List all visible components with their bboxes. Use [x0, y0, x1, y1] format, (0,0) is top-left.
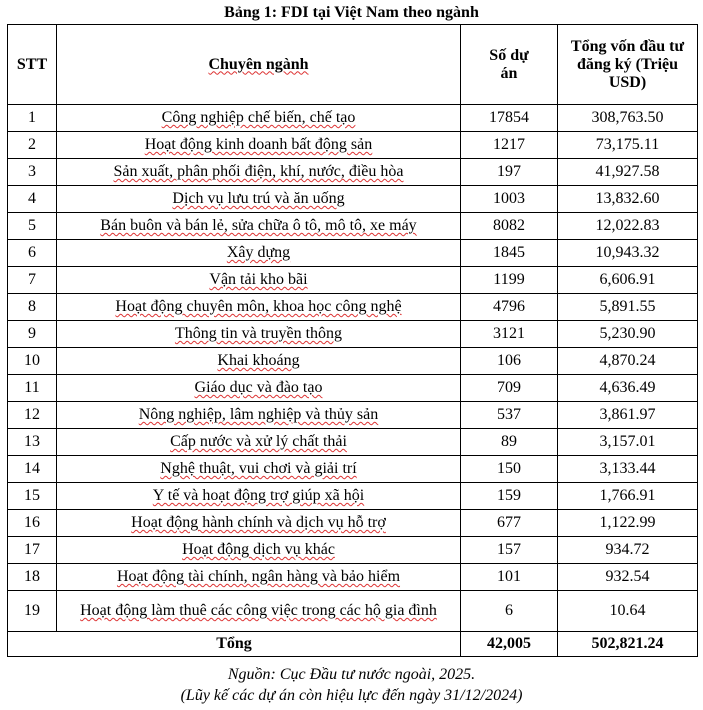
table-row: [8, 510, 698, 537]
source-note: Nguồn: Cục Đầu tư nước ngoài, 2025.: [227, 666, 476, 683]
total-label: Tổng: [8, 632, 461, 657]
row-projects: 157: [461, 537, 558, 564]
row-projects: 8082: [461, 213, 558, 240]
row-capital: 10.64: [558, 591, 698, 632]
header-sector: [57, 25, 461, 105]
table-row: [8, 375, 698, 402]
table-title: Bảng 1: FDI tại Việt Nam theo ngành: [224, 4, 479, 21]
row-projects: 159: [461, 483, 558, 510]
row-sector: [57, 321, 461, 348]
row-projects: 197: [461, 159, 558, 186]
row-sector: [57, 510, 461, 537]
row-sector-label: Hoạt động hành chính và dịch vụ hỗ trợ: [131, 514, 386, 531]
row-stt: 16: [8, 510, 57, 537]
table-row: [8, 402, 698, 429]
row-projects: 89: [461, 429, 558, 456]
row-capital: 3,861.97: [558, 402, 698, 429]
row-sector-label: Bán buôn và bán lẻ, sửa chữa ô tô, mô tô, xe máy: [100, 217, 417, 234]
row-capital: 4,636.49: [558, 375, 698, 402]
row-stt: 13: [8, 429, 57, 456]
validity-note: (Lũy kế các dự án còn hiệu lực đến ngày 31/12/2024): [180, 687, 523, 704]
table-row: [8, 186, 698, 213]
row-sector-label: Hoạt động làm thuê các công việc trong các hộ gia đình: [80, 602, 437, 619]
row-stt: 7: [8, 267, 57, 294]
table-row: [8, 240, 698, 267]
table-row: [8, 132, 698, 159]
row-capital: 1,766.91: [558, 483, 698, 510]
row-stt: 3: [8, 159, 57, 186]
row-sector: [57, 267, 461, 294]
row-sector: [57, 591, 461, 632]
row-sector: [57, 429, 461, 456]
row-capital: 932.54: [558, 564, 698, 591]
table-row: [8, 213, 698, 240]
row-capital: 1,122.99: [558, 510, 698, 537]
row-projects: 4796: [461, 294, 558, 321]
row-sector-label: Nghệ thuật, vui chơi và giải trí: [160, 460, 357, 477]
row-sector-label: Công nghiệp chế biến, chế tạo: [161, 109, 356, 126]
table-row: [8, 483, 698, 510]
row-stt: 8: [8, 294, 57, 321]
row-projects: 106: [461, 348, 558, 375]
row-sector: [57, 564, 461, 591]
table-row: [8, 564, 698, 591]
row-sector-label: Cấp nước và xử lý chất thải: [170, 433, 347, 450]
row-sector-label: Vận tải kho bãi: [209, 271, 308, 288]
total-projects: 42,005: [461, 632, 558, 657]
row-projects: 537: [461, 402, 558, 429]
row-sector-label: Sản xuất, phân phối điện, khí, nước, điều hòa: [113, 163, 404, 180]
table-row: [8, 348, 698, 375]
row-stt: 14: [8, 456, 57, 483]
row-sector: [57, 105, 461, 132]
total-capital: 502,821.24: [558, 632, 698, 657]
row-stt: 10: [8, 348, 57, 375]
row-projects: 1003: [461, 186, 558, 213]
row-sector: [57, 294, 461, 321]
table-row: [8, 321, 698, 348]
row-sector: [57, 240, 461, 267]
total-row: [8, 632, 698, 657]
row-projects: 150: [461, 456, 558, 483]
table-row: [8, 591, 698, 632]
row-sector-label: Y tế và hoạt động trợ giúp xã hội: [152, 487, 365, 504]
row-sector: [57, 132, 461, 159]
table-row: [8, 294, 698, 321]
row-stt: 15: [8, 483, 57, 510]
row-stt: 2: [8, 132, 57, 159]
row-sector-label: Xây dựng: [226, 244, 291, 261]
row-projects: 6: [461, 591, 558, 632]
row-capital: 5,230.90: [558, 321, 698, 348]
row-sector-label: Dịch vụ lưu trú và ăn uống: [172, 190, 345, 207]
table-body: [8, 105, 698, 657]
row-projects: 101: [461, 564, 558, 591]
footnotes: [0, 664, 703, 706]
row-capital: 3,157.01: [558, 429, 698, 456]
row-capital: 3,133.44: [558, 456, 698, 483]
fdi-table: [7, 24, 698, 657]
row-capital: 5,891.55: [558, 294, 698, 321]
row-projects: 17854: [461, 105, 558, 132]
table-row: [8, 537, 698, 564]
row-stt: 4: [8, 186, 57, 213]
row-stt: 17: [8, 537, 57, 564]
row-sector-label: Nông nghiệp, lâm nghiệp và thủy sản: [138, 406, 379, 423]
row-sector-label: Giáo dục và đào tạo: [194, 379, 323, 396]
header-row: [8, 25, 698, 105]
row-projects: 709: [461, 375, 558, 402]
row-capital: 4,870.24: [558, 348, 698, 375]
header-projects: Số dự án: [461, 25, 558, 105]
row-capital: 12,022.83: [558, 213, 698, 240]
row-stt: 9: [8, 321, 57, 348]
header-sector-label: Chuyên ngành: [208, 55, 309, 73]
table-row: [8, 159, 698, 186]
row-sector-label: Hoạt động chuyên môn, khoa học công nghệ: [115, 298, 402, 315]
row-stt: 11: [8, 375, 57, 402]
row-sector: [57, 213, 461, 240]
table-row: [8, 105, 698, 132]
row-projects: 677: [461, 510, 558, 537]
row-sector: [57, 537, 461, 564]
row-capital: 308,763.50: [558, 105, 698, 132]
row-sector: [57, 375, 461, 402]
row-projects: 1199: [461, 267, 558, 294]
row-stt: 12: [8, 402, 57, 429]
row-capital: 6,606.91: [558, 267, 698, 294]
row-capital: 41,927.58: [558, 159, 698, 186]
row-sector-label: Khai khoáng: [217, 352, 300, 369]
row-stt: 6: [8, 240, 57, 267]
row-stt: 1: [8, 105, 57, 132]
row-projects: 3121: [461, 321, 558, 348]
row-sector: [57, 456, 461, 483]
row-sector-label: Thông tin và truyền thông: [174, 325, 343, 342]
table-row: [8, 456, 698, 483]
row-sector: [57, 483, 461, 510]
header-stt: STT: [8, 25, 57, 105]
row-sector-label: Hoạt động dịch vụ khác: [182, 541, 335, 558]
row-capital: 934.72: [558, 537, 698, 564]
row-sector: [57, 186, 461, 213]
row-capital: 73,175.11: [558, 132, 698, 159]
row-sector: [57, 348, 461, 375]
row-sector-label: Hoạt động kinh doanh bất động sản: [144, 136, 373, 153]
row-capital: 13,832.60: [558, 186, 698, 213]
header-capital: Tổng vốn đầu tư đăng ký (Triệu USD): [558, 25, 698, 105]
row-sector: [57, 159, 461, 186]
row-stt: 19: [8, 591, 57, 632]
row-sector: [57, 402, 461, 429]
row-projects: 1845: [461, 240, 558, 267]
table-row: [8, 267, 698, 294]
table-row: [8, 429, 698, 456]
row-stt: 18: [8, 564, 57, 591]
row-sector-label: Hoạt động tài chính, ngân hàng và bảo hiểm: [116, 568, 401, 585]
row-capital: 10,943.32: [558, 240, 698, 267]
row-projects: 1217: [461, 132, 558, 159]
row-stt: 5: [8, 213, 57, 240]
